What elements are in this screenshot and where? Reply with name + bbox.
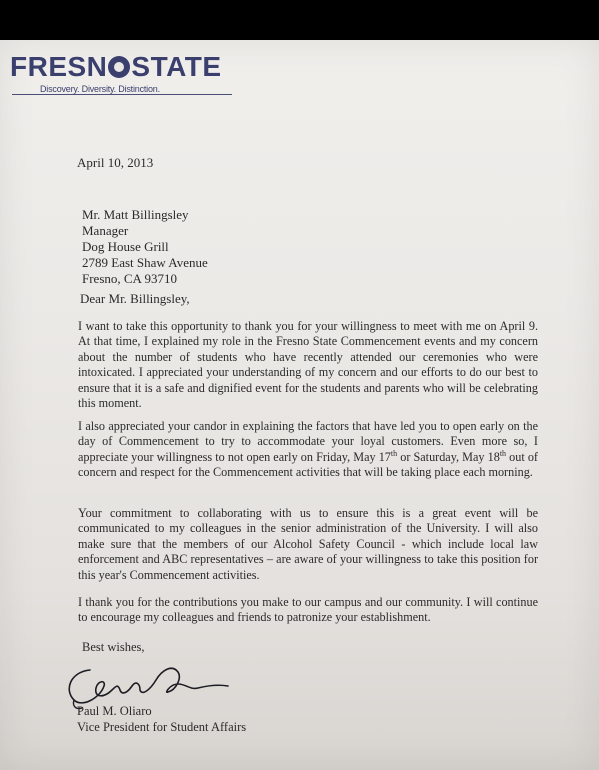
paragraph-2 — [78, 419, 538, 481]
letterhead-rule — [12, 94, 232, 95]
signatory-title: Vice President for Student Affairs — [77, 720, 247, 734]
paragraph-4: I thank you for the contributions you make to our campus and our community. I will continue to encourage my colleagues and friends to patronize your establishment. — [78, 595, 538, 625]
recipient-city: Fresno, CA 93710 — [82, 271, 177, 286]
seal-icon — [108, 56, 130, 78]
ordinal-suffix: th — [390, 448, 398, 458]
brand-left-text: FRESN — [10, 51, 108, 82]
recipient-title: Manager — [82, 223, 129, 238]
paragraph-2-part-c: out of concern and respect for the Commencement activities that will be taking place each morning. — [78, 449, 538, 480]
recipient-company: Dog House Grill — [82, 239, 169, 254]
ordinal-suffix: th — [499, 448, 507, 458]
letterhead-logo — [10, 51, 240, 94]
signature-block — [77, 703, 246, 735]
paragraph-2-part-b: or Saturday, May 18 — [397, 449, 500, 464]
paragraph-3: Your commitment to collaborating with us to ensure this is a great event will be communicated to my colleagues in the senior administration of the University. I will also make sure that the members of our Alcohol Safety Council - which include local law enforcement and ABC representatives – are aware of your willingness to take this position for this year's Commencement activities. — [78, 506, 538, 582]
paragraph-2-part-a: I also appreciated your candor in explaining the factors that have led you to open early on the day of Commencement to try to accommodate your loyal customers. Even more so, I appreciate your willingness to not open early on Friday, May 17 — [78, 419, 538, 464]
brand-right-text: STATE — [131, 51, 222, 82]
paragraph-1: I want to take this opportunity to thank you for your willingness to meet with me on April 9. At that time, I explained my role in the Fresno State Commencement events and my concern about the number of students who have recently attended our ceremonies who were intoxicated. I appreciated your understanding of my concern and our efforts to do our best to ensure that it is a safe and dignified event for the students and parents who will be celebrating this moment. — [78, 319, 538, 411]
letter-date: April 10, 2013 — [77, 155, 154, 170]
brand-wordmark — [10, 52, 240, 82]
recipient-street: 2789 East Shaw Avenue — [82, 255, 208, 270]
closing: Best wishes, — [82, 640, 145, 654]
signatory-name: Paul M. Oliaro — [77, 704, 152, 718]
recipient-name: Mr. Matt Billingsley — [82, 207, 189, 222]
recipient-address — [82, 207, 208, 287]
salutation: Dear Mr. Billingsley, — [80, 291, 190, 306]
brand-tagline: Discovery. Diversity. Distinction. — [40, 84, 160, 94]
